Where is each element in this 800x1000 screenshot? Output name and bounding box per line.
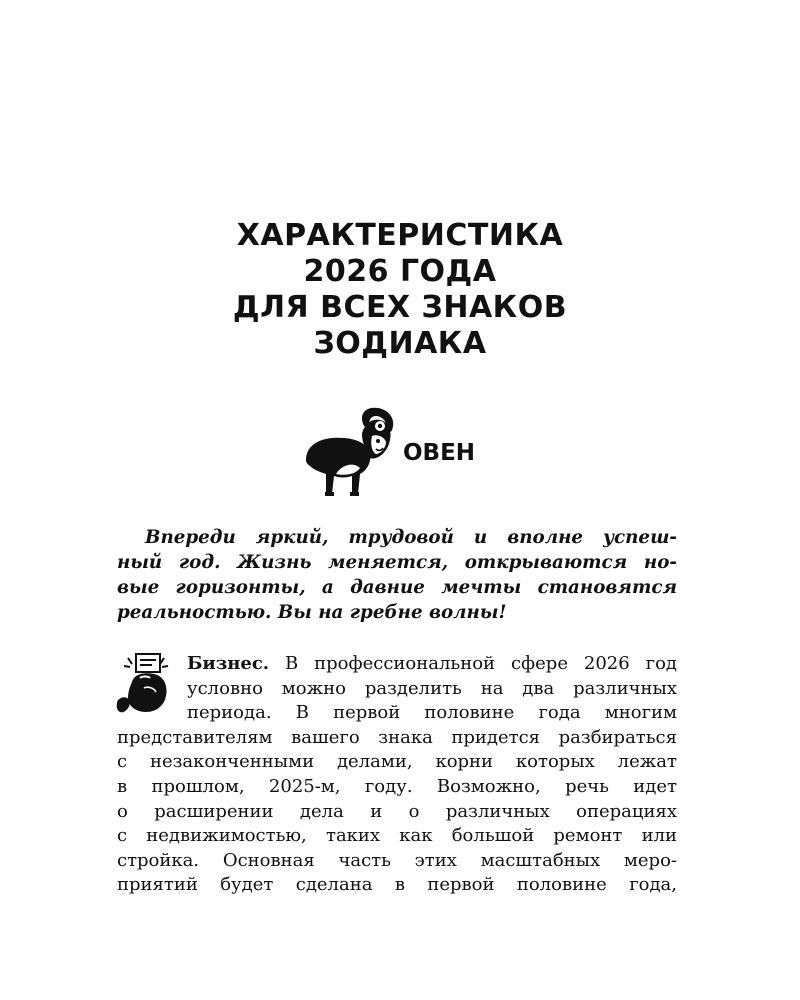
- intro-line: Впереди яркий, трудовой и вполне успеш-: [145, 527, 677, 548]
- body-line: приятий будет сделана в первой половине года,: [117, 874, 677, 896]
- body-line: с незаконченными делами, корни которых лежат: [117, 751, 677, 773]
- body-text: В профессиональной сфере 2026 год: [269, 653, 677, 674]
- body-line: периода. В первой половине года многим: [187, 702, 677, 724]
- sign-name: ОВЕН: [403, 440, 476, 466]
- business-section: [117, 652, 677, 898]
- chapter-title: [100, 218, 700, 362]
- zodiac-sign-heading: [300, 404, 510, 500]
- intro-paragraph: [117, 525, 677, 625]
- intro-line: реальностью. Вы на гребне волны!: [117, 602, 507, 623]
- section-heading: Бизнес.: [187, 653, 270, 674]
- title-line: ЗОДИАКА: [313, 326, 487, 361]
- body-line: представителям вашего знака придется разбираться: [117, 726, 677, 748]
- ram-icon: [300, 404, 400, 500]
- body-line: с недвижимостью, таких как большой ремонт или: [117, 825, 677, 847]
- body-line: о расширении дела и о различных операциях: [117, 800, 677, 822]
- title-line: ХАРАКТЕРИСТИКА: [236, 218, 564, 253]
- title-line: ДЛЯ ВСЕХ ЗНАКОВ: [232, 290, 568, 325]
- intro-line: вые горизонты, а давние мечты становятся: [117, 577, 677, 598]
- body-line: в прошлом, 2025-м, году. Возможно, речь идет: [117, 775, 677, 797]
- intro-line: ный год. Жизнь меняется, открываются но-: [117, 552, 677, 573]
- body-line: [187, 652, 677, 677]
- title-line: 2026 ГОДА: [303, 254, 497, 289]
- body-line: стройка. Основная часть этих масштабных меро-: [117, 849, 677, 871]
- body-line: условно можно разделить на два различных: [187, 677, 677, 699]
